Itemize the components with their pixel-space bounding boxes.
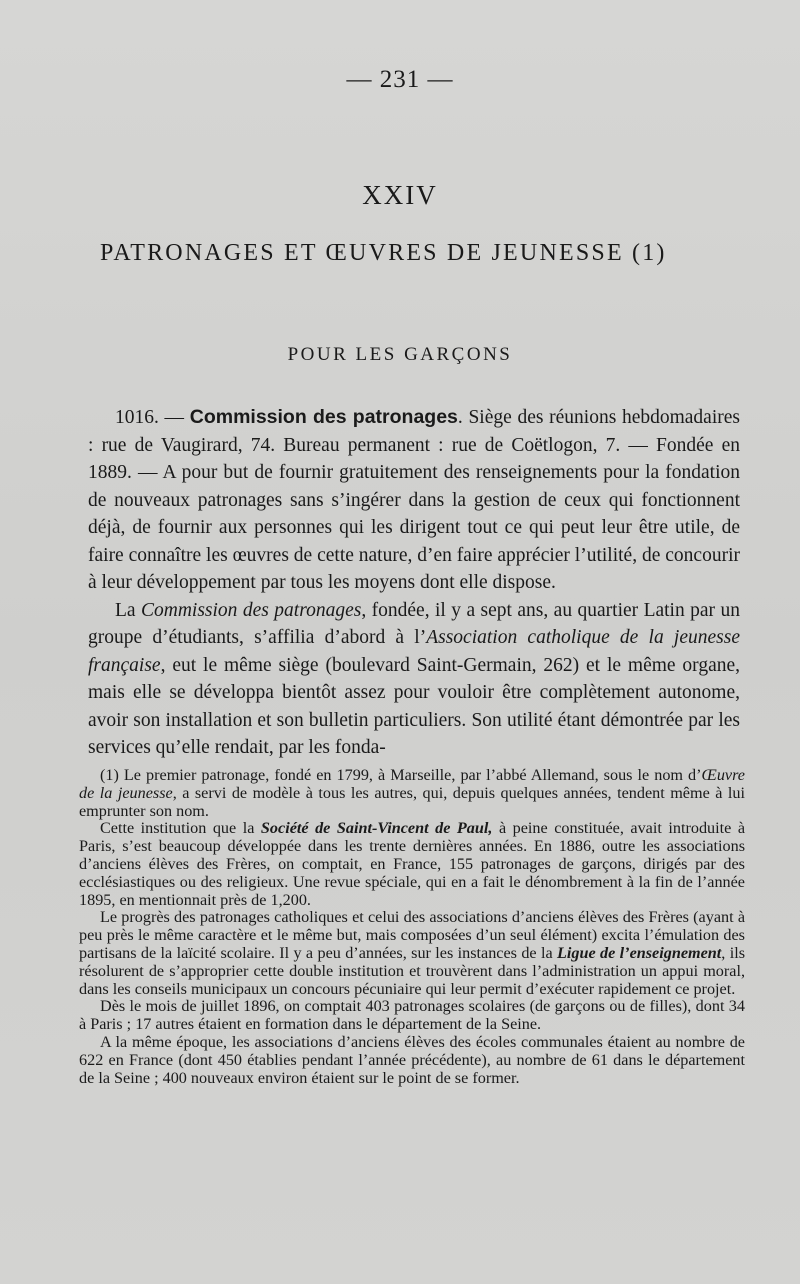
history-text: , eut le même siège (boulevard Saint-Germain, 262) et le même organe, mais elle se développa bientôt assez pour vouloir être complètement autonome, avoir son installation et son bulletin particuliers. Son utilité étant démontrée par les services qu’elle rendait, par les fonda- <box>88 654 740 758</box>
footnote-paragraph: Dès le mois de juillet 1896, on comptait 403 patronages scolaires (de garçons ou de filles), dont 34 à Paris ; 17 autres étaient en formation dans le département de la Seine. <box>79 997 745 1034</box>
page-number: — 231 — <box>346 66 454 93</box>
history-text: La <box>115 599 141 621</box>
entry-number: 1016. — <box>115 407 190 428</box>
footnote-paragraph: A la même époque, les associations d’anciens élèves des écoles communales étaient au nombre de 622 en France (dont 450 établies pendant l’année précédente), au nombre de 61 dans le département de la Seine ; 400 nouveaux environ étaient sur le point de se former. <box>79 1032 745 1087</box>
footnote-1 <box>79 767 745 820</box>
section-title: POUR LES GARÇONS <box>287 344 513 365</box>
footnotes <box>79 767 745 1087</box>
footnote-paragraph <box>79 909 745 998</box>
footnote-text: , a servi de modèle à tous les autres, qui, depuis quelques années, tendent même à lui emprunter son nom. <box>79 783 745 820</box>
footnote-text: , ils résolurent de s’approprier cette double institution et trouvèrent dans l’administration un appui moral, dans les conseils municipaux un concours pécuniaire qui leur permit d’exécuter rapidement ce projet. <box>79 943 745 998</box>
chapter-title: PATRONAGES ET ŒUVRES DE JEUNESSE (1) <box>100 240 667 266</box>
history-paragraph <box>88 597 740 762</box>
history-italic: Association catholique de la jeunesse française <box>88 627 740 676</box>
history-text: , fondée, il y a sept ans, au quartier Latin par un groupe d’étudiants, s’affilia d’abord à l’ <box>88 599 740 648</box>
footnote-emphasis: Société de Saint-Vincent de Paul, <box>260 819 493 838</box>
chapter-number: XXIV <box>362 180 438 210</box>
main-text <box>88 404 740 762</box>
footnote-italic: Œuvre de la jeunesse <box>79 766 745 802</box>
history-italic: Commission des patronages <box>141 599 362 621</box>
entry-text: . Siège des réunions hebdomadaires : rue de Vaugirard, 74. Bureau permanent : rue de Coëtlogon, 7. — Fondée en 1889. — A pour but de fournir gratuitement des renseignements pour la fondation de nouveaux patronages sans s’ingérer dans la gestion de ceux qui fonctionnent déjà, de fournir aux personnes qui les dirigent tout ce qui peut leur être utile, de faire connaître les œuvres de cette nature, d’en faire apprécier l’utilité, de concourir à leur développement par tous les moyens dont elle dispose. <box>88 407 740 593</box>
footnote-text: (1) Le premier patronage, fondé en 1799, à Marseille, par l’abbé Allemand, sous le nom d’ <box>100 766 702 784</box>
footnote-text: Le progrès des patronages catholiques et celui des associations d’anciens élèves des Frères (ayant à peu près le même caractère et le même but, mais composées d’un seul élément) excita l’émulation des partisans de la laïcité scolaire. Il y a peu d’années, sur les instances de la <box>79 908 745 962</box>
footnote-text: Cette institution que la <box>100 819 261 838</box>
entry-title: Commission des patronages <box>189 406 458 428</box>
footnote-text: à peine constituée, avait introduite à Paris, s’est beaucoup développée dans les trente dernières années. En 1886, outre les associations d’anciens élèves des Frères, on comptait, en France, 155 patronages de garçons, dirigés par des ecclésiastiques ou des religieux. Une revue spéciale, qui en a fait le dénombrement à la fin de l’année 1895, en mentionnait près de 1,200. <box>79 819 746 909</box>
footnote-paragraph <box>79 820 745 909</box>
footnote-emphasis: Ligue de l’enseignement <box>557 943 722 962</box>
entry-paragraph <box>88 404 740 597</box>
